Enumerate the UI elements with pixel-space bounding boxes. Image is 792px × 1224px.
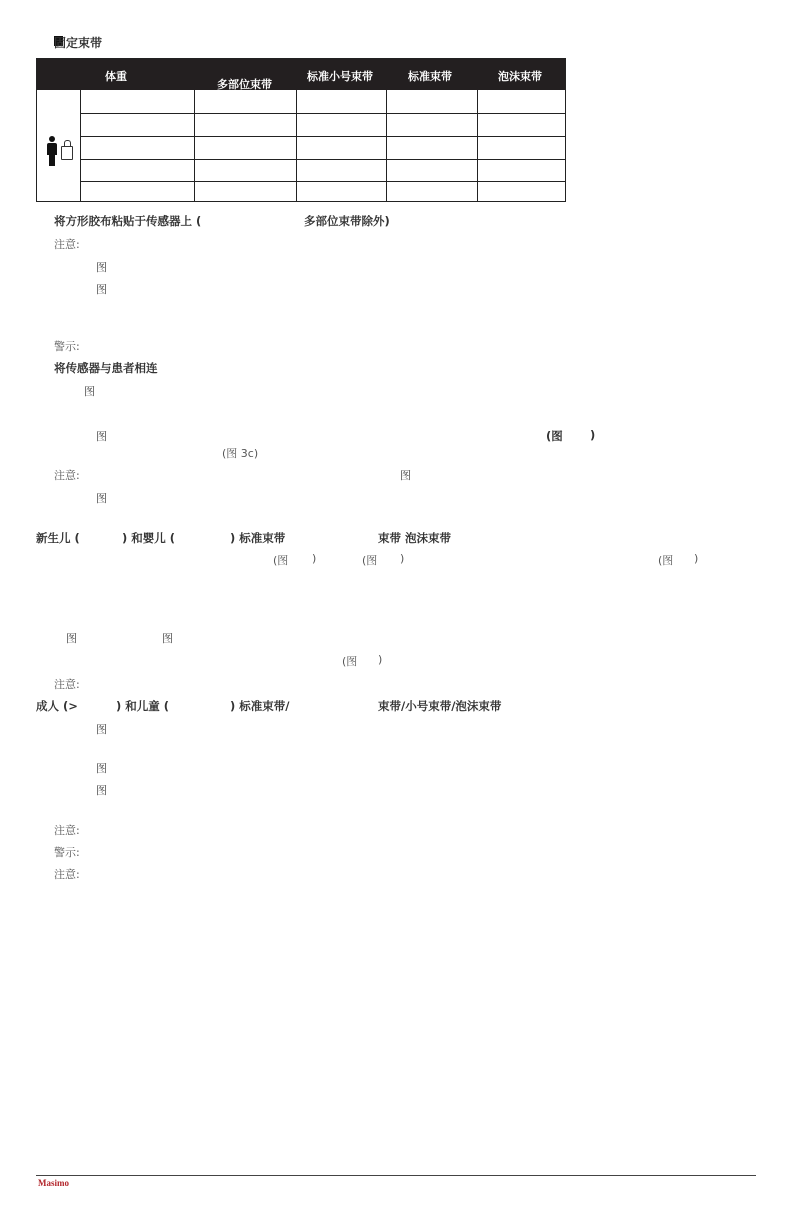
note-label: 注意:: [54, 678, 80, 691]
table-col-divider: [386, 90, 387, 201]
table-row-divider: [80, 113, 565, 114]
figure-paren-close: ): [312, 552, 317, 565]
figure-ref: 图: [96, 430, 107, 443]
figure-paren-ref: (图: [546, 429, 563, 443]
warning-label: 警示:: [54, 340, 80, 353]
figure-ref: 图: [96, 762, 107, 775]
figure-paren-ref: (图: [658, 554, 674, 567]
table-row-divider: [80, 159, 565, 160]
figure-ref: 图: [84, 385, 95, 398]
figure-ref: 图: [400, 469, 411, 482]
table-row-divider: [80, 136, 565, 137]
header-standard: 标准束带: [408, 70, 452, 83]
tape-instruction-exception: 多部位束带除外): [304, 214, 390, 228]
masimo-logo: Masimo: [38, 1178, 69, 1188]
figure-paren-close: ): [590, 428, 596, 442]
table-row-divider: [80, 181, 565, 182]
figure-ref: 图: [96, 784, 107, 797]
neonate-heading-a: 新生儿 (: [36, 531, 80, 545]
note-label: 注意:: [54, 469, 80, 482]
adult-heading-d: 束带/小号束带/泡沫束带: [378, 699, 502, 713]
header-weight: 体重: [105, 70, 127, 83]
header-foam: 泡沫束带: [498, 70, 542, 83]
note-label: 注意:: [54, 868, 80, 881]
table-header: [37, 59, 565, 90]
figure-ref: 图: [66, 632, 77, 645]
neonate-heading-b: ) 和婴儿 (: [122, 531, 176, 545]
warning-label: 警示:: [54, 846, 80, 859]
person-icon: [49, 136, 55, 142]
attach-heading: 将传感器与患者相连: [54, 361, 158, 375]
patient-icon-cell: [37, 90, 81, 201]
sizing-table: [36, 58, 566, 202]
figure-paren-ref: (图: [342, 655, 358, 668]
table-col-divider: [194, 90, 195, 201]
figure-ref: 图: [162, 632, 173, 645]
neonate-heading-c: ) 标准束带: [230, 531, 286, 545]
figure-ref: 图: [96, 261, 107, 274]
figure-paren-close: ): [400, 552, 405, 565]
neonate-heading-d: 束带 泡沫束带: [378, 531, 452, 545]
figure-paren-ref: (图: [362, 554, 378, 567]
figure-ref: 图: [96, 283, 107, 296]
note-label: 注意:: [54, 238, 80, 251]
table-col-divider: [477, 90, 478, 201]
tape-instruction: 将方形胶布粘贴于传感器上 (: [54, 214, 202, 228]
figure-ref: 图: [96, 492, 107, 505]
section-title: 固定束带: [54, 36, 103, 50]
figure-3c-ref: (图 3c): [222, 447, 259, 460]
header-standard-small: 标准小号束带: [307, 70, 373, 83]
adult-heading-c: ) 标准束带/: [230, 699, 290, 713]
table-col-divider: [296, 90, 297, 201]
footer-rule: [36, 1175, 756, 1176]
note-label: 注意:: [54, 824, 80, 837]
figure-paren-close: ): [378, 653, 383, 666]
adult-heading-a: 成人 (>: [36, 699, 78, 713]
header-multisite: 多部位束带: [217, 78, 272, 91]
figure-paren-ref: (图: [273, 554, 289, 567]
adult-heading-b: ) 和儿童 (: [116, 699, 170, 713]
figure-paren-close: ): [694, 552, 699, 565]
figure-ref: 图: [96, 723, 107, 736]
